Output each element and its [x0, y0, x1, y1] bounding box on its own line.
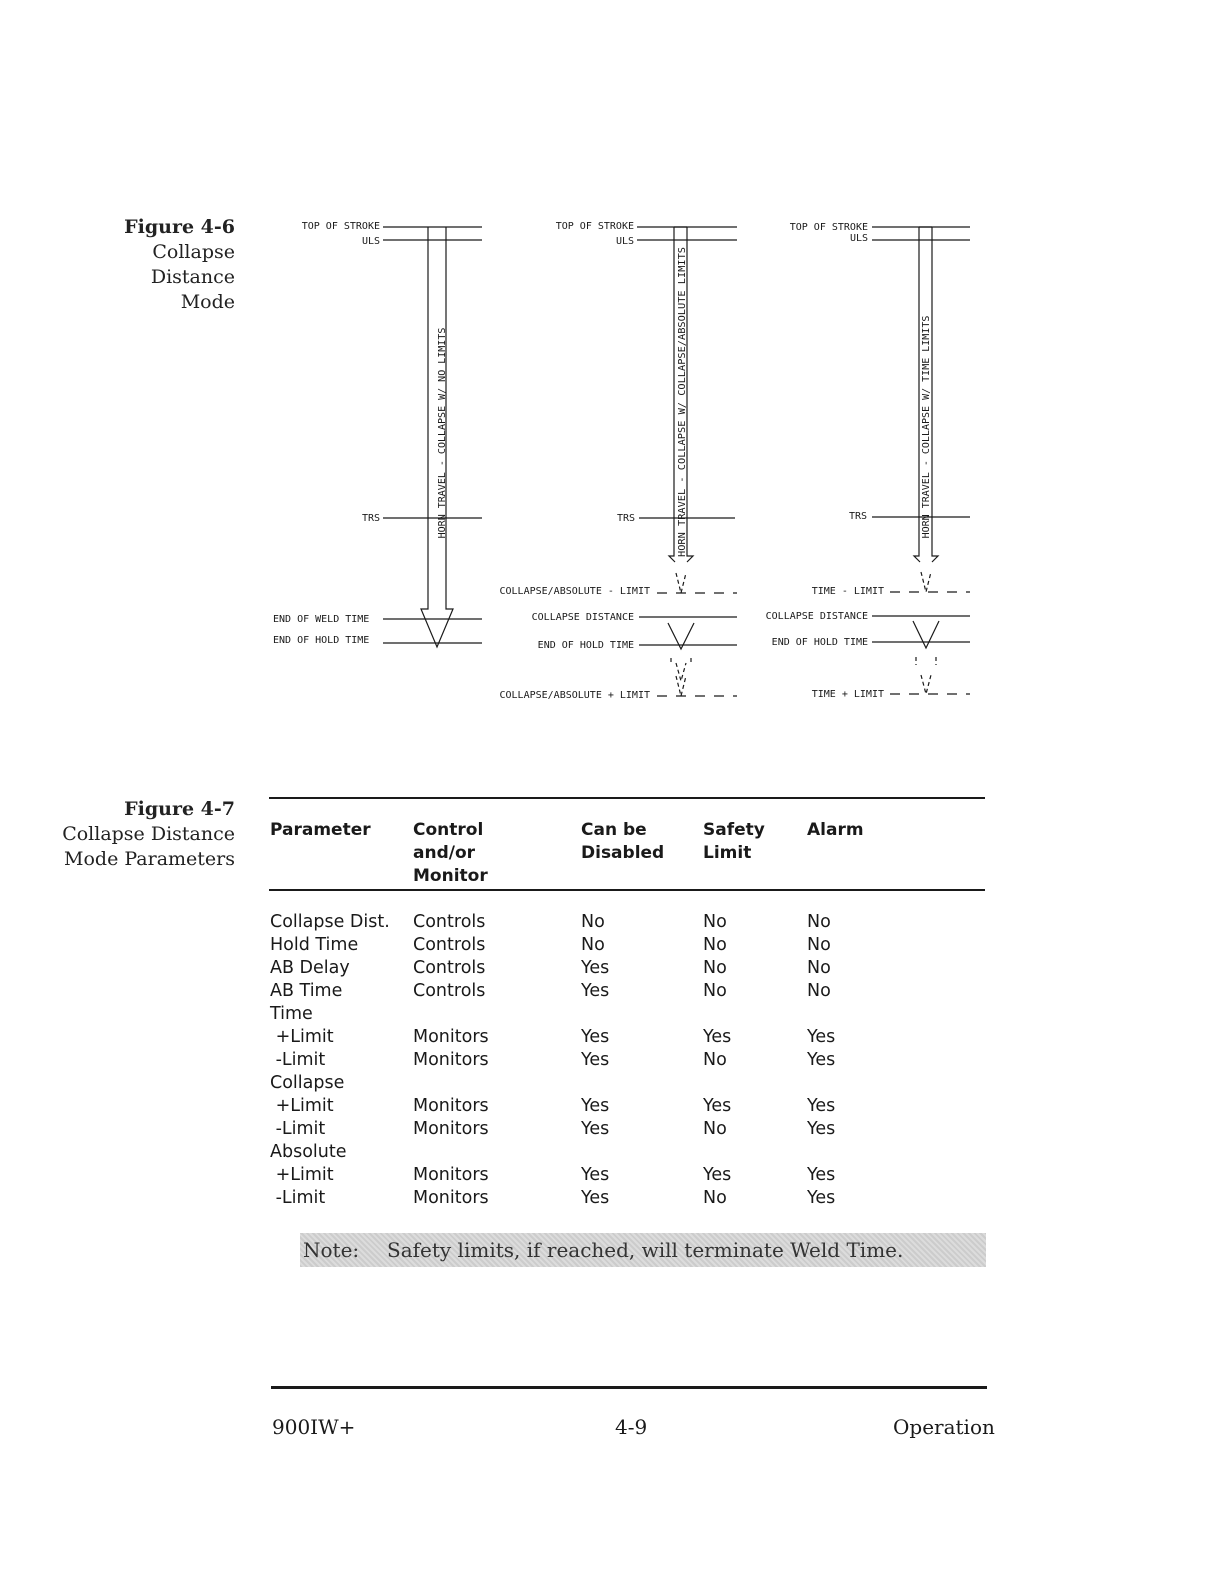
cell-parameter: Collapse Dist.	[270, 912, 390, 932]
label-plus-limit: COLLAPSE/ABSOLUTE + LIMIT	[499, 690, 650, 701]
cell-parameter: Time	[270, 1004, 313, 1024]
cell-control: Controls	[413, 912, 486, 932]
cell-control: Monitors	[413, 1096, 489, 1116]
table-row	[0, 1095, 1224, 1118]
header-parameter: Parameter	[270, 820, 371, 840]
label-top-of-stroke: TOP OF STROKE	[301, 221, 380, 232]
cell-control: Monitors	[413, 1050, 489, 1070]
vertical-label-horn-travel: HORN TRAVEL - COLLAPSE W/ COLLAPSE/ABSOLUTE LIMITS	[677, 255, 688, 557]
cell-parameter: -Limit	[270, 1119, 326, 1139]
collapse-arrowhead	[913, 621, 939, 648]
table-top-rule	[269, 797, 985, 799]
cell-alarm: Yes	[807, 1119, 836, 1139]
label-end-of-hold-time: END OF HOLD TIME	[771, 637, 868, 648]
cell-parameter: Collapse	[270, 1073, 345, 1093]
header-safety-limit: Safety Limit	[703, 820, 765, 863]
label-uls: ULS	[849, 233, 868, 244]
cell-disabled: Yes	[581, 958, 610, 978]
cell-disabled: Yes	[581, 1188, 610, 1208]
table-row	[0, 980, 1224, 1003]
cell-control: Monitors	[413, 1188, 489, 1208]
cell-parameter: Absolute	[270, 1142, 347, 1162]
cell-safety: No	[703, 935, 727, 955]
cell-safety: No	[703, 1050, 727, 1070]
cell-disabled: Yes	[581, 1165, 610, 1185]
table-header-rule	[269, 889, 985, 891]
cell-parameter: AB Time	[270, 981, 343, 1001]
cell-safety: Yes	[703, 1096, 732, 1116]
footer-page-number: 4-9	[615, 1415, 648, 1439]
label-trs: TRS	[361, 513, 380, 524]
label-trs: TRS	[848, 511, 867, 522]
cell-control: Controls	[413, 958, 486, 978]
cell-control: Controls	[413, 935, 486, 955]
footer-rule	[271, 1386, 987, 1389]
cell-disabled: Yes	[581, 1096, 610, 1116]
figure-label: Figure 4-7	[124, 798, 235, 820]
footer-section-name: Operation	[893, 1415, 995, 1439]
cell-parameter: +Limit	[270, 1096, 334, 1116]
cell-disabled: Yes	[581, 1050, 610, 1070]
table-row	[0, 934, 1224, 957]
cell-alarm: Yes	[807, 1050, 836, 1070]
cell-parameter: +Limit	[270, 1165, 334, 1185]
cell-alarm: No	[807, 981, 831, 1001]
cell-parameter: -Limit	[270, 1050, 326, 1070]
label-end-of-hold-time: END OF HOLD TIME	[273, 635, 370, 646]
header-control-monitor: Control and/or Monitor	[413, 820, 488, 886]
vertical-label-horn-travel: HORN TRAVEL - COLLAPSE W/ TIME LIMITS	[921, 315, 932, 539]
cell-safety: No	[703, 1119, 727, 1139]
vertical-label-horn-travel: HORN TRAVEL - COLLAPSE W/ NO LIMITS	[437, 327, 448, 539]
label-trs: TRS	[616, 513, 635, 524]
table-row	[0, 957, 1224, 980]
cell-safety: Yes	[703, 1027, 732, 1047]
label-top-of-stroke: TOP OF STROKE	[555, 221, 634, 232]
figure-label: Figure 4-6	[124, 216, 235, 238]
label-plus-limit: TIME + LIMIT	[811, 689, 884, 700]
figure-4-7-caption	[62, 797, 235, 872]
note-label: Note:	[303, 1238, 360, 1262]
table-row	[0, 1141, 1224, 1164]
label-minus-limit: COLLAPSE/ABSOLUTE - LIMIT	[499, 586, 650, 597]
table-row	[0, 1026, 1224, 1049]
header-can-be-disabled: Can be Disabled	[581, 820, 665, 863]
footer-product-name: 900IW+	[272, 1415, 356, 1439]
table-row	[0, 911, 1224, 934]
table-row	[0, 1118, 1224, 1141]
label-collapse-distance: COLLAPSE DISTANCE	[531, 612, 634, 623]
cell-disabled: No	[581, 935, 605, 955]
cell-control: Controls	[413, 981, 486, 1001]
header-alarm: Alarm	[807, 820, 864, 840]
cell-parameter: -Limit	[270, 1188, 326, 1208]
cell-control: Monitors	[413, 1119, 489, 1139]
label-collapse-distance: COLLAPSE DISTANCE	[765, 611, 868, 622]
note-text: Safety limits, if reached, will terminate Weld Time.	[387, 1238, 904, 1262]
cell-disabled: Yes	[581, 981, 610, 1001]
cell-safety: Yes	[703, 1165, 732, 1185]
cell-disabled: Yes	[581, 1119, 610, 1139]
collapse-distance-mode-diagram	[255, 205, 980, 710]
cell-disabled: No	[581, 912, 605, 932]
label-top-of-stroke: TOP OF STROKE	[789, 222, 868, 233]
cell-safety: No	[703, 981, 727, 1001]
cell-alarm: Yes	[807, 1165, 836, 1185]
cell-parameter: AB Delay	[270, 958, 350, 978]
cell-safety: No	[703, 912, 727, 932]
cell-parameter: Hold Time	[270, 935, 359, 955]
cell-control: Monitors	[413, 1165, 489, 1185]
table-row	[0, 1072, 1224, 1095]
table-row	[0, 1187, 1224, 1210]
diagram-1	[383, 227, 482, 647]
cell-control: Monitors	[413, 1027, 489, 1047]
label-end-of-hold-time: END OF HOLD TIME	[537, 640, 634, 651]
cell-safety: No	[703, 1188, 727, 1208]
figure-title-line: Mode Parameters	[64, 848, 235, 870]
cell-safety: No	[703, 958, 727, 978]
label-end-of-weld-time: END OF WELD TIME	[273, 614, 370, 625]
figure-title-line: Collapse	[152, 241, 235, 263]
table-row	[0, 1003, 1224, 1026]
cell-alarm: No	[807, 935, 831, 955]
cell-parameter: +Limit	[270, 1027, 334, 1047]
figure-4-6-caption	[124, 215, 235, 315]
cell-disabled: Yes	[581, 1027, 610, 1047]
label-uls: ULS	[361, 236, 380, 247]
cell-alarm: Yes	[807, 1188, 836, 1208]
note-box	[300, 1233, 986, 1267]
table-row	[0, 1049, 1224, 1072]
figure-title-line: Distance	[150, 266, 235, 288]
figure-title-line: Collapse Distance	[62, 823, 235, 845]
label-uls: ULS	[615, 236, 634, 247]
cell-alarm: No	[807, 958, 831, 978]
cell-alarm: No	[807, 912, 831, 932]
cell-alarm: Yes	[807, 1096, 836, 1116]
label-minus-limit: TIME - LIMIT	[811, 586, 884, 597]
figure-title-line: Mode	[180, 291, 235, 313]
cell-alarm: Yes	[807, 1027, 836, 1047]
table-row	[0, 1164, 1224, 1187]
